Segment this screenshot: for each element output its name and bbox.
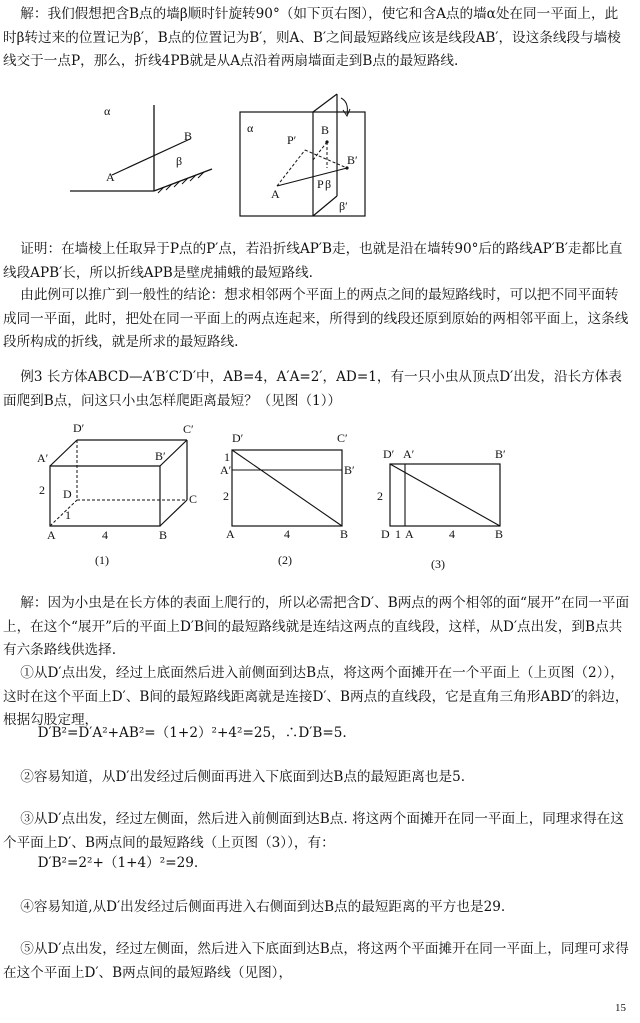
figure-3-unfolded: [375, 428, 520, 578]
paragraph-route-2: ②容易知道，从D′出发经过后侧面再进入下底面到达B点的最短距离也是5.: [3, 769, 466, 785]
label-D: D: [381, 527, 390, 541]
label-A: A: [106, 170, 115, 184]
label-length: 4: [449, 527, 455, 541]
equation-1: D′B²=D′A²+AB²=（1+2）²+4²=25，∴D′B=5.: [3, 725, 347, 741]
label-B: B: [495, 527, 504, 541]
label-height: 2: [377, 489, 383, 503]
wall-figure-right: [235, 92, 375, 222]
paragraph-example3: 例3 长方体ABCD—A′B′C′D′中，AB=4，A′A=2′，AD=1，有一只小虫从顶点D′出发，沿长方体表面爬到B点，问这只小虫怎样爬距离最短？（见图（1））: [3, 369, 622, 409]
label-alpha: α: [247, 121, 254, 135]
label-A-prime: A′: [403, 447, 415, 461]
label-B: B: [159, 528, 168, 542]
label-D-prime: D′: [232, 431, 244, 445]
label-B-prime: B′: [495, 447, 506, 461]
label-D-prime: D′: [383, 447, 395, 461]
label-beta: β: [176, 154, 183, 168]
label-C-prime: C′: [337, 431, 348, 445]
label-A-prime: A′: [37, 451, 49, 465]
paragraph-intro-solution: 解：我们假想把含B点的墙β顺时针旋转90°（如下页右图），使它和含A点的墙α处在同一平面上，此时β转过来的位置记为β′，B点的位置记为B′，则A、B′之间最短路线应该是线段AB′，设这条线段与墙棱线交于一点P，那么，折线4PB就是从A点沿着两扇墙面走到B点的最短路线.: [3, 6, 621, 69]
label-A: A: [271, 187, 280, 201]
figure-2-caption: (2): [278, 553, 292, 567]
label-D: D: [63, 487, 72, 501]
label-B-prime: B′: [155, 449, 166, 463]
label-length: 4: [102, 528, 108, 542]
label-A: A: [47, 528, 56, 542]
label-P: P: [317, 177, 324, 191]
label-P-prime: P′: [287, 133, 297, 147]
label-beta-prime: β′: [339, 199, 348, 213]
label-A: A: [405, 527, 414, 541]
paragraph-generalization: 由此例可以推广到一般性的结论：想求相邻两个平面上的两点之间的最短路线时，可以把不同平面转成同一平面，此时，把处在同一平面上的两点连起来，所得到的线段还原到原始的两相邻平面上，这条线段所构成的折线，就是所求的最短路线.: [3, 287, 629, 350]
label-A-prime: A′: [220, 463, 232, 477]
label-C: C: [189, 492, 198, 506]
wall-figure-left: [60, 95, 220, 205]
label-A: A: [226, 527, 235, 541]
paragraph-solution: 解：因为小虫是在长方体的表面上爬行的，所以必需把含D′、B两点的两个相邻的面“展开”在同一平面上，在这个“展开”后的平面上D′B间的最短路线就是连结这两点的直线段，这样，从D′点出发，到B点共有六条路线供选择.: [3, 595, 630, 658]
paragraph-route-5: ⑤从D′点出发，经过左侧面，然后进入下底面到达B点，将这两个平面摊开在同一平面上，同理可求得在这个平面上D′、B两点间的最短路线（见图），: [3, 941, 629, 981]
label-B: B: [340, 527, 349, 541]
figure-1-caption: (1): [95, 553, 109, 567]
page-number: 15: [615, 1002, 626, 1014]
label-D-prime: D′: [73, 421, 85, 435]
figure-3-caption: (3): [431, 557, 445, 571]
label-B-prime: B′: [347, 153, 358, 167]
label-alpha: α: [104, 104, 111, 118]
label-B-prime: B′: [344, 463, 355, 477]
figure-2-unfolded: [222, 428, 367, 578]
paragraph-route-3: ③从D′点出发，经过左侧面，然后进入前侧面到达B点. 将这两个面摊开在同一平面上，同理求得在这个平面上D′、B两点间的最短路线（上页图（3）），有：: [3, 811, 624, 851]
figure-1-cuboid: [35, 418, 210, 568]
label-height: 2: [223, 489, 229, 503]
label-one: 1: [224, 450, 230, 464]
paragraph-route-1: ①从D′点出发，经过上底面然后进入前侧面到达B点，将这两个面摊开在一个平面上（上页图（2）），这时在这个平面上D′、B间的最短路线距离就是连接D′、B两点的直线段，它是直角三角形ABD′的斜边，根据勾股定理，: [3, 665, 629, 728]
paragraph-route-4: ④容易知道,从D′出发经过后侧面再进入右侧面到达B点的最短距离的平方也是29.: [3, 899, 506, 915]
label-one: 1: [395, 527, 401, 541]
equation-2: D′B²=2²+（1+4）²=29.: [3, 855, 199, 871]
label-B: B: [184, 129, 193, 143]
label-beta: β: [325, 177, 332, 191]
label-B: B: [321, 123, 330, 137]
label-C-prime: C′: [183, 422, 194, 436]
label-width: 1: [65, 508, 71, 522]
label-length: 4: [284, 527, 290, 541]
label-height: 2: [39, 483, 45, 497]
paragraph-proof: 证明：在墙棱上任取异于P点的P′点，若沿折线AP′B走，也就是沿在墙转90°后的路线AP′B′走都比直线段APB′长，所以折线APB是壁虎捕蛾的最短路线.: [3, 241, 623, 281]
